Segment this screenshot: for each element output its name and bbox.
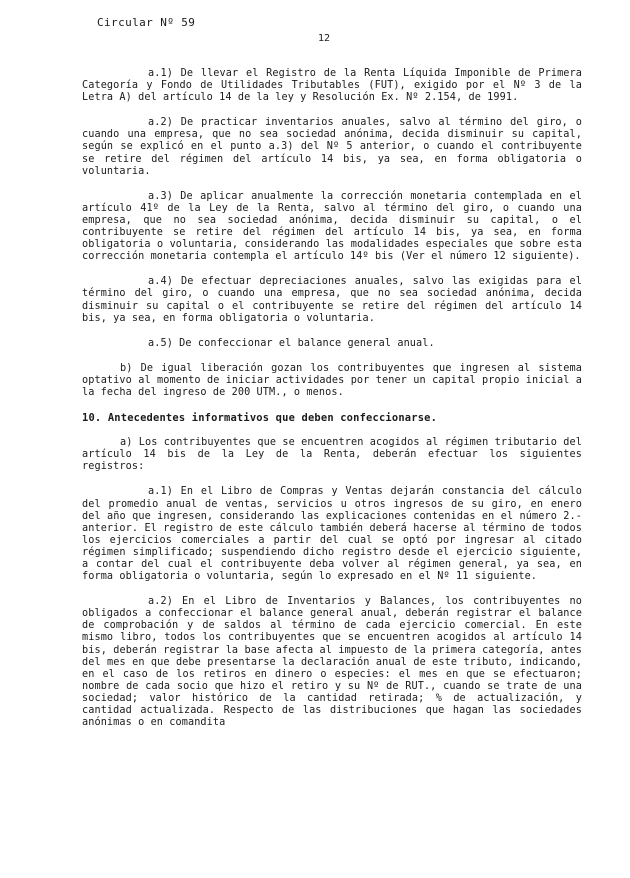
document-body — [82, 68, 582, 729]
paragraph-a3-correccion-monetaria: a.3) De aplicar anualmente la corrección monetaria contemplada en el artículo 41º de la Ley de la Renta, salvo al término del giro, o cuando una empresa, que no sea sociedad anónima, decida disminuir su capital, o el contribuyente se retire del régimen del artículo 14 bis, ya sea, en forma obligatoria o voluntaria, considerando las modalidades especiales que sobre esta corrección monetaria contempla el artículo 14º bis (Ver el número 12 siguiente). — [82, 190, 582, 263]
paragraph-a5-balance: a.5) De confeccionar el balance general anual. — [148, 337, 435, 349]
paragraph-10a1-libro-compras: a.1) En el Libro de Compras y Ventas dejarán constancia del cálculo del promedio anual de ventas, servicios u otros ingresos de su giro, en enero del año que ingresen, considerando las explicaciones contenidas en el número 2.- anterior. El registro de este cálculo también deberá hacerse al término de todos los ejercicios comerciales a partir del cual se optó por ingresar al citado régimen simplificado; suspendiendo dicho registro desde el ejercicio siguiente, a contar del cual el contribuyente deba volver al régimen general, ya sea, en forma obligatoria o voluntaria, según lo expresado en el Nº 11 siguiente. — [82, 486, 582, 583]
page-number: 12 — [318, 33, 331, 44]
paragraph-b-liberacion: b) De igual liberación gozan los contribuyentes que ingresen al sistema optativo al momento de iniciar actividades por tener un capital propio inicial a la fecha del ingreso de 200 UTM., o menos. — [82, 362, 582, 398]
paragraph-a1-registro: a.1) De llevar el Registro de la Renta Líquida Imponible de Primera Categoría y Fondo de Utilidades Tributables (FUT), exigido por el Nº 3 de la Letra A) del artículo 14 de la ley y Resolución Ex. Nº 2.154, de 1991. — [82, 68, 582, 104]
paragraph-a2-inventarios: a.2) De practicar inventarios anuales, salvo al término del giro, o cuando una empresa, que no sea sociedad anónima, decida disminuir su capital, según se explicó en el punto a.3) del Nº 5 anterior, o cuando el contribuyente se retire del régimen del artículo 14 bis, ya sea, en forma obligatoria o voluntaria. — [82, 117, 582, 177]
paragraph-10a-contribuyentes: a) Los contribuyentes que se encuentren acogidos al régimen tributario del artículo 14 bis de la Ley de la Renta, deberán efectuar los siguientes registros: — [82, 437, 582, 473]
document-header: Circular Nº 59 — [97, 16, 196, 29]
paragraph-10a2-libro-inventarios: a.2) En el Libro de Inventarios y Balances, los contribuyentes no obligados a confeccionar el balance general anual, deberán registrar el balance de comprobación y de saldos al término de cada ejercicio comercial. En este mismo libro, todos los contribuyentes que se encuentren acogidos al artículo 14 bis, deberán registrar la base afecta al impuesto de la primera categoría, antes del mes en que debe presentarse la declaración anual de este tributo, indicando, en el caso de los retiros en dinero o especies: el mes en que se efectuaron; nombre de cada socio que hizo el retiro y su Nº de RUT., cuando se trate de una sociedad; valor histórico de la cantidad retirada; % de actualización, y cantidad actualizada. Respecto de las distribuciones que hagan las sociedades anónimas o en comandita — [82, 596, 582, 729]
section-heading-10: 10. Antecedentes informativos que deben confeccionarse. — [82, 412, 438, 425]
paragraph-a4-depreciaciones: a.4) De efectuar depreciaciones anuales, salvo las exigidas para el término del giro, o cuando una empresa, que no sea sociedad anónima, decida disminuir su capital o el contribuyente se retire del régimen del artículo 14 bis, ya sea, en forma obligatoria o voluntaria. — [82, 276, 582, 324]
